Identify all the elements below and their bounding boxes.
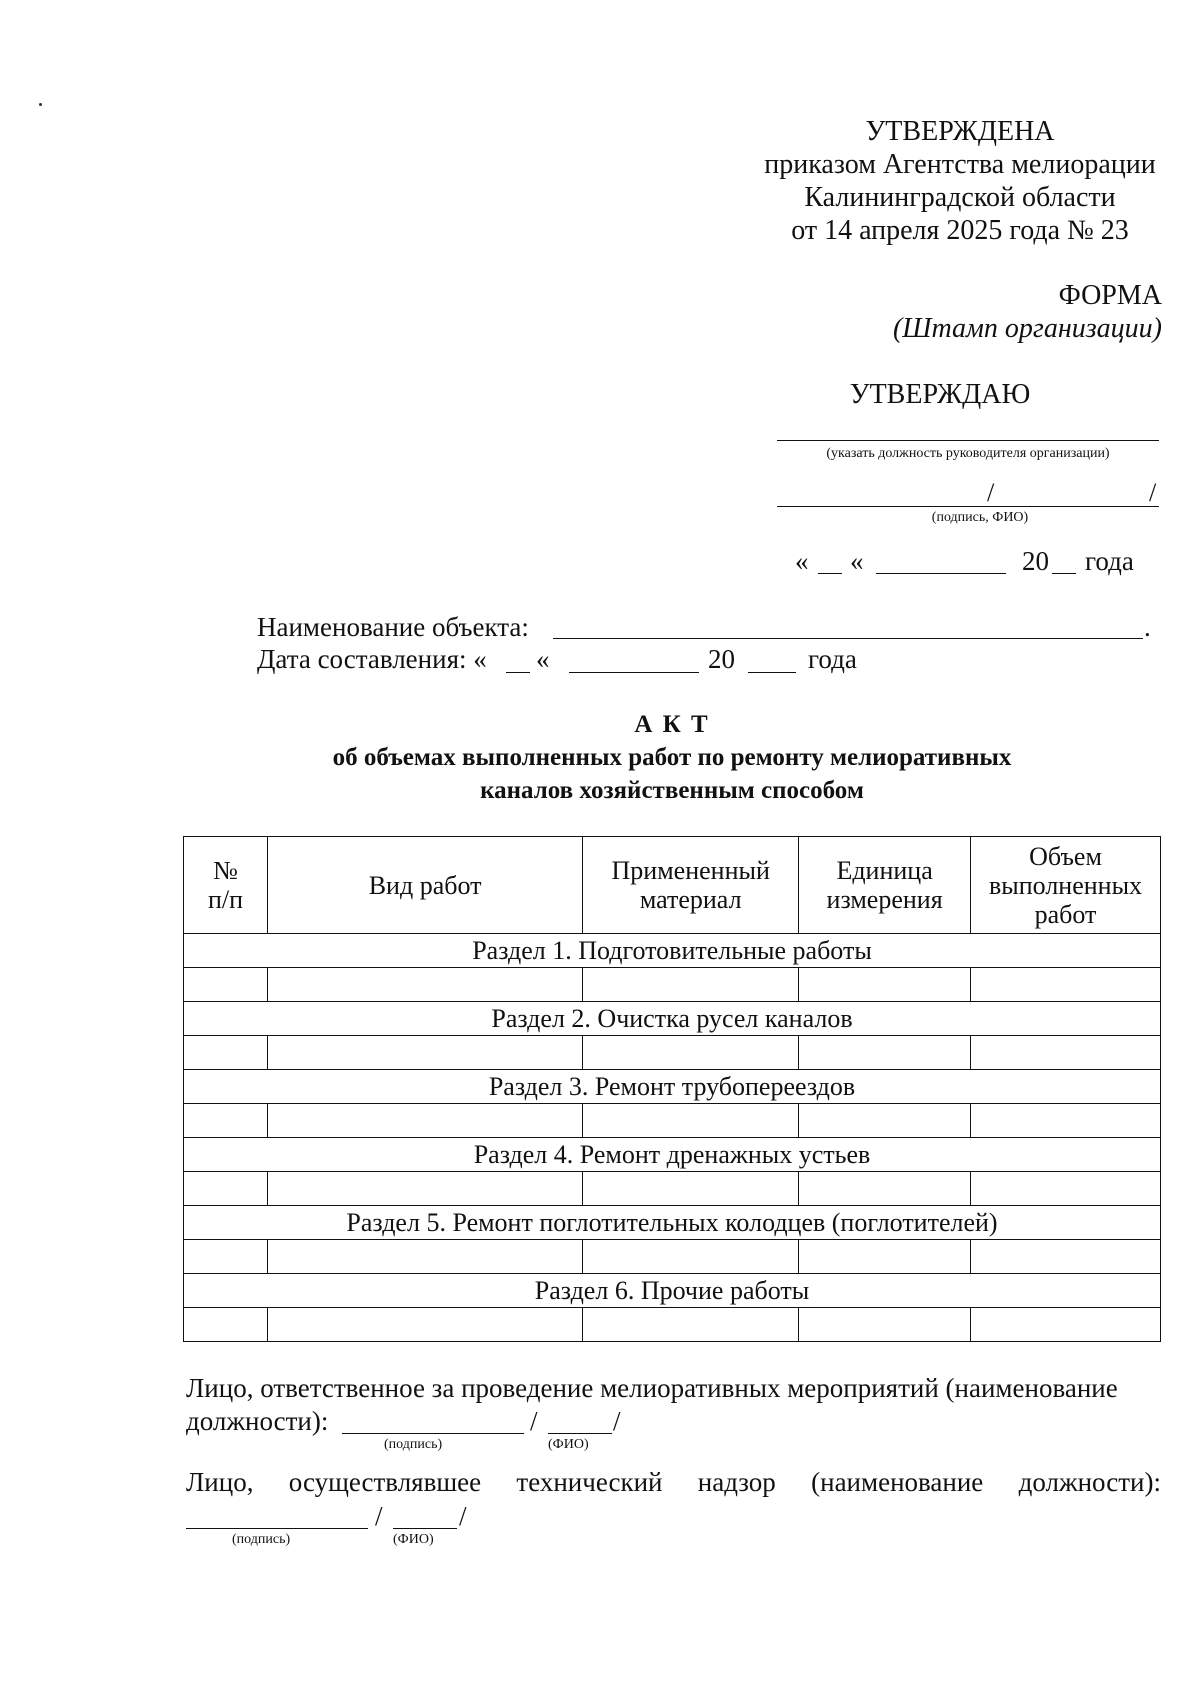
table-row xyxy=(184,1308,1161,1342)
compile-month-line xyxy=(569,672,699,673)
table-cell[interactable] xyxy=(799,1172,971,1206)
responsible-fio-line xyxy=(548,1433,612,1434)
order-line-2: Калининградской области xyxy=(804,182,1116,213)
compile-day-line xyxy=(506,672,530,673)
approve-year-line xyxy=(1052,573,1076,574)
supervisor-fio-line xyxy=(393,1528,457,1529)
section-heading: Раздел 1. Подготовительные работы xyxy=(184,934,1161,968)
responsible-fio-caption: (ФИО) xyxy=(548,1437,589,1452)
table-cell[interactable] xyxy=(267,1240,582,1274)
table-row xyxy=(184,1104,1161,1138)
object-name-label: Наименование объекта: xyxy=(257,612,529,642)
section-heading: Раздел 2. Очистка русел каналов xyxy=(184,1002,1161,1036)
compile-date-year: 20 xyxy=(708,644,735,674)
act-subtitle-line-1: об объемах выполненных работ по ремонту мелиоративных xyxy=(332,744,1012,771)
position-line xyxy=(777,440,1159,441)
table-cell[interactable] xyxy=(799,1104,971,1138)
table-cell[interactable] xyxy=(583,1036,799,1070)
works-table xyxy=(183,836,1161,1342)
table-cell[interactable] xyxy=(583,968,799,1002)
object-name-line xyxy=(553,638,1143,639)
table-cell[interactable] xyxy=(799,1308,971,1342)
column-header-material: Примененный материал xyxy=(583,837,799,934)
responsible-line-1: Лицо, ответственное за проведение мелиоративных мероприятий (наименование xyxy=(186,1373,1118,1403)
act-subtitle-line-2: каналов хозяйственным способом xyxy=(480,777,864,804)
table-cell[interactable] xyxy=(799,1240,971,1274)
table-cell[interactable] xyxy=(267,1104,582,1138)
table-cell[interactable] xyxy=(184,968,268,1002)
column-header-work-type: Вид работ xyxy=(267,837,582,934)
table-row xyxy=(184,968,1161,1002)
supervisor-signature-line xyxy=(186,1528,368,1529)
section-heading: Раздел 5. Ремонт поглотительных колодцев (поглотителей) xyxy=(184,1206,1161,1240)
responsible-signature-caption: (подпись) xyxy=(384,1437,443,1452)
table-cell[interactable] xyxy=(583,1308,799,1342)
scan-dot xyxy=(39,103,42,106)
table-row xyxy=(184,1172,1161,1206)
supervisor-word: Лицо, xyxy=(186,1467,254,1497)
act-title: А К Т xyxy=(634,711,710,738)
responsible-signature-line xyxy=(342,1433,524,1434)
table-cell[interactable] xyxy=(267,1036,582,1070)
order-line-1: приказом Агентства мелиорации xyxy=(764,149,1156,180)
approve-date-year: 20 xyxy=(1022,546,1049,576)
table-cell[interactable] xyxy=(583,1172,799,1206)
table-cell[interactable] xyxy=(971,1240,1161,1274)
table-cell[interactable] xyxy=(184,1036,268,1070)
responsible-slash-1: / xyxy=(530,1406,538,1436)
form-label: ФОРМА xyxy=(1058,280,1162,311)
compile-year-line xyxy=(748,672,796,673)
position-caption: (указать должность руководителя организации) xyxy=(826,446,1110,461)
supervisor-signature-caption: (подпись) xyxy=(232,1532,291,1547)
table-cell[interactable] xyxy=(971,968,1161,1002)
column-header-number: № п/п xyxy=(184,837,268,934)
supervisor-word: осуществлявшее xyxy=(288,1467,482,1497)
order-line-3: от 14 апреля 2025 года № 23 xyxy=(791,215,1129,246)
compile-date-label: Дата составления: « xyxy=(257,644,487,674)
supervisor-word: должности): xyxy=(1018,1467,1161,1497)
table-cell[interactable] xyxy=(184,1172,268,1206)
object-name-end: . xyxy=(1144,612,1151,642)
table-cell[interactable] xyxy=(971,1172,1161,1206)
table-cell[interactable] xyxy=(267,1172,582,1206)
signature-line xyxy=(777,506,1159,507)
signature-caption: (подпись, ФИО) xyxy=(931,510,1029,525)
supervisor-slash-1: / xyxy=(375,1501,383,1531)
table-cell[interactable] xyxy=(583,1104,799,1138)
supervisor-word: (наименование xyxy=(811,1467,984,1497)
column-header-unit: Единица измерения xyxy=(799,837,971,934)
approve-date-close: « xyxy=(850,546,864,576)
supervisor-fio-caption: (ФИО) xyxy=(393,1532,434,1547)
table-cell[interactable] xyxy=(583,1240,799,1274)
section-heading: Раздел 4. Ремонт дренажных устьев xyxy=(184,1138,1161,1172)
table-cell[interactable] xyxy=(184,1240,268,1274)
stamp-label: (Штамп организации) xyxy=(892,313,1162,344)
responsible-line-2: должности): xyxy=(186,1406,329,1436)
table-cell[interactable] xyxy=(799,1036,971,1070)
approve-month-line xyxy=(876,573,1006,574)
supervisor-slash-2: / xyxy=(459,1501,467,1531)
table-cell[interactable] xyxy=(184,1308,268,1342)
responsible-slash-2: / xyxy=(613,1406,621,1436)
approved-heading: УТВЕРЖДЕНА xyxy=(865,116,1055,147)
column-header-volume: Объем выполненных работ xyxy=(971,837,1161,934)
approve-heading: УТВЕРЖДАЮ xyxy=(849,379,1031,410)
supervisor-line-1 xyxy=(186,1466,1161,1498)
compile-date-mid: « xyxy=(536,644,550,674)
compile-date-word: года xyxy=(808,644,857,674)
table-cell[interactable] xyxy=(971,1036,1161,1070)
section-heading: Раздел 6. Прочие работы xyxy=(184,1274,1161,1308)
section-heading: Раздел 3. Ремонт трубопереездов xyxy=(184,1070,1161,1104)
supervisor-word: технический xyxy=(516,1467,663,1497)
table-cell[interactable] xyxy=(267,968,582,1002)
signature-slash-2: / xyxy=(1149,478,1157,507)
table-cell[interactable] xyxy=(184,1104,268,1138)
table-row xyxy=(184,1036,1161,1070)
approve-date-word: года xyxy=(1085,546,1134,576)
approve-date-open: « xyxy=(795,546,809,576)
table-row xyxy=(184,1240,1161,1274)
approve-day-line xyxy=(818,573,842,574)
supervisor-word: надзор xyxy=(697,1467,776,1497)
table-cell[interactable] xyxy=(799,968,971,1002)
table-cell[interactable] xyxy=(971,1308,1161,1342)
table-cell[interactable] xyxy=(971,1104,1161,1138)
signature-slash-1: / xyxy=(987,478,995,507)
table-cell[interactable] xyxy=(267,1308,582,1342)
